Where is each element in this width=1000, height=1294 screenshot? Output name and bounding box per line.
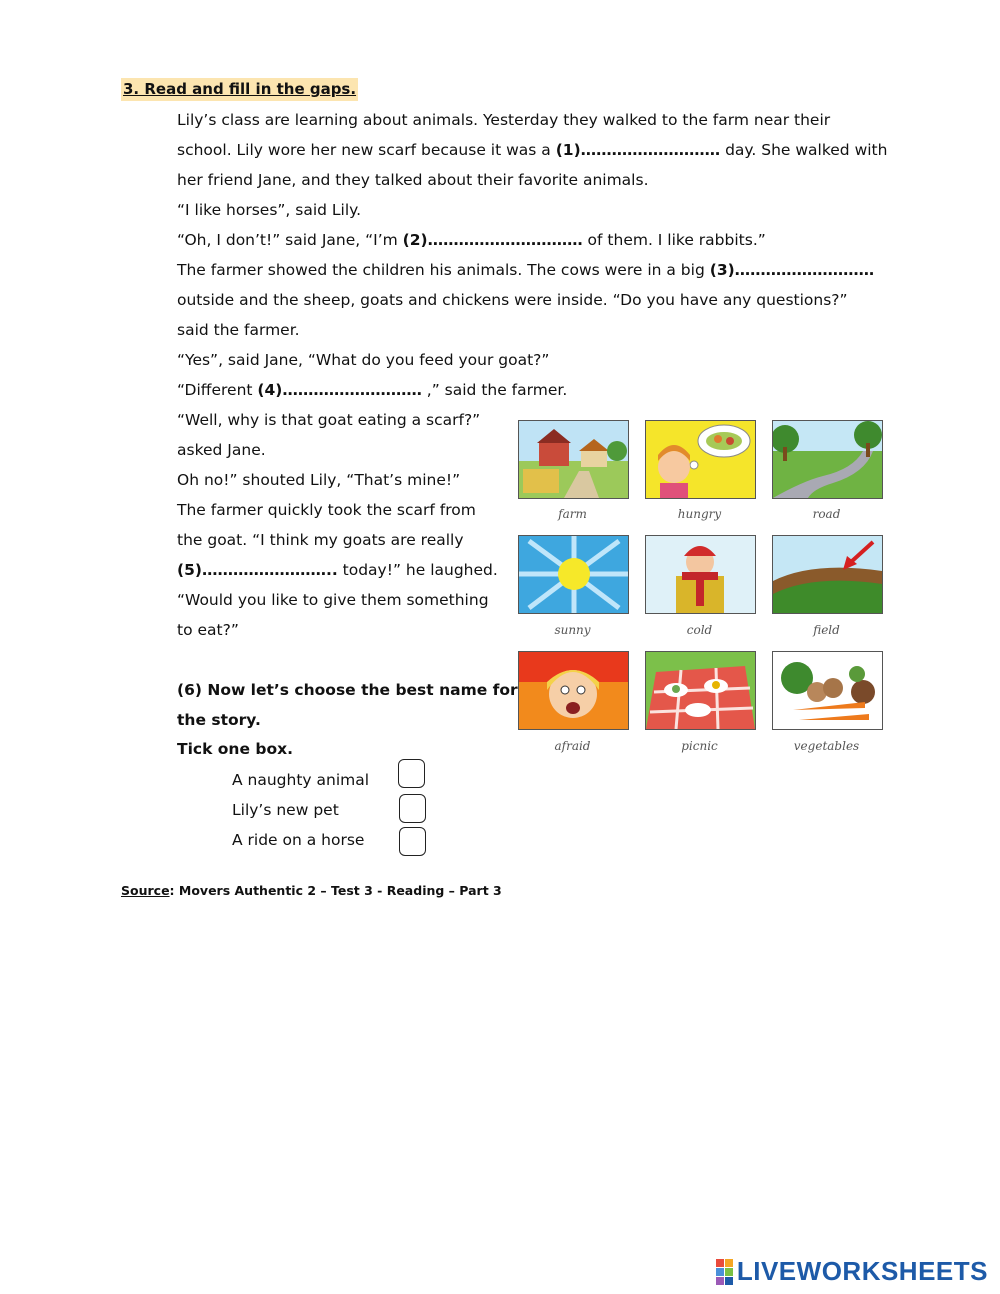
option-label: Lily’s new pet bbox=[232, 801, 339, 819]
story-line: The farmer quickly took the scarf from bbox=[177, 501, 476, 519]
word-cold: cold bbox=[686, 623, 713, 637]
hungry-picture bbox=[645, 420, 756, 499]
story-line: to eat?” bbox=[177, 621, 239, 639]
cold-picture bbox=[645, 535, 756, 614]
word-picnic: picnic bbox=[681, 739, 718, 753]
story-line: “Oh, I don’t!” said Jane, “I’m (2)………………………… of them. I like rabbits.” bbox=[177, 231, 766, 249]
word-afraid: afraid bbox=[554, 739, 591, 753]
story-line: Lily’s class are learning about animals. Yesterday they walked to the farm near their bbox=[177, 111, 831, 129]
option-checkbox-2[interactable] bbox=[399, 794, 426, 823]
word-field: field bbox=[813, 623, 840, 637]
sunny-picture bbox=[518, 535, 629, 614]
farm-picture bbox=[518, 420, 629, 499]
word-farm: farm bbox=[558, 507, 587, 521]
option-checkbox-3[interactable] bbox=[399, 827, 426, 856]
liveworksheets-logo: LIVEWORKSHEETS bbox=[716, 1256, 988, 1287]
question-6-title: (6) Now let’s choose the best name for bbox=[177, 681, 518, 699]
story-line: “Different (4)……………………… ,” said the farmer. bbox=[177, 381, 568, 399]
exercise-heading: 3. Read and fill in the gaps. bbox=[121, 78, 358, 101]
word-sunny: sunny bbox=[554, 623, 591, 637]
field-picture bbox=[772, 535, 883, 614]
story-line: outside and the sheep, goats and chickens were inside. “Do you have any questions?” bbox=[177, 291, 848, 309]
gap-3[interactable]: (3)……………………… bbox=[709, 261, 875, 279]
vegetables-picture bbox=[772, 651, 883, 730]
question-6-title-cont: the story. bbox=[177, 711, 261, 729]
gap-4[interactable]: (4)……………………… bbox=[257, 381, 422, 399]
story-line: “I like horses”, said Lily. bbox=[177, 201, 362, 219]
story-line: school. Lily wore her new scarf because it was a (1)……………………… day. She walked with bbox=[177, 141, 888, 159]
story-line: “Well, why is that goat eating a scarf?” bbox=[177, 411, 481, 429]
story-line: her friend Jane, and they talked about their favorite animals. bbox=[177, 171, 649, 189]
word-hungry: hungry bbox=[677, 507, 722, 521]
source-note: Source: Movers Authentic 2 – Test 3 - Reading – Part 3 bbox=[121, 883, 502, 898]
option-label: A naughty animal bbox=[232, 771, 370, 789]
picnic-picture bbox=[645, 651, 756, 730]
story-line: “Yes”, said Jane, “What do you feed your goat?” bbox=[177, 351, 550, 369]
story-line: said the farmer. bbox=[177, 321, 300, 339]
option-checkbox-1[interactable] bbox=[398, 759, 425, 788]
logo-mark-icon bbox=[716, 1259, 733, 1285]
word-road: road bbox=[812, 507, 841, 521]
story-line: the goat. “I think my goats are really bbox=[177, 531, 464, 549]
gap-2[interactable]: (2)………………………… bbox=[402, 231, 583, 249]
gap-5[interactable]: (5)…………………….. bbox=[177, 561, 338, 579]
road-picture bbox=[772, 420, 883, 499]
afraid-picture bbox=[518, 651, 629, 730]
option-label: A ride on a horse bbox=[232, 831, 365, 849]
story-line: (5)…………………….. today!” he laughed. bbox=[177, 561, 498, 579]
question-6-instruction: Tick one box. bbox=[177, 740, 294, 758]
gap-1[interactable]: (1)……………………… bbox=[555, 141, 721, 159]
word-vegetables: vegetables bbox=[793, 739, 860, 753]
story-line: The farmer showed the children his animals. The cows were in a big (3)……………………… bbox=[177, 261, 875, 279]
story-line: Oh no!” shouted Lily, “That’s mine!” bbox=[177, 471, 461, 489]
story-line: “Would you like to give them something bbox=[177, 591, 489, 609]
story-line: asked Jane. bbox=[177, 441, 266, 459]
